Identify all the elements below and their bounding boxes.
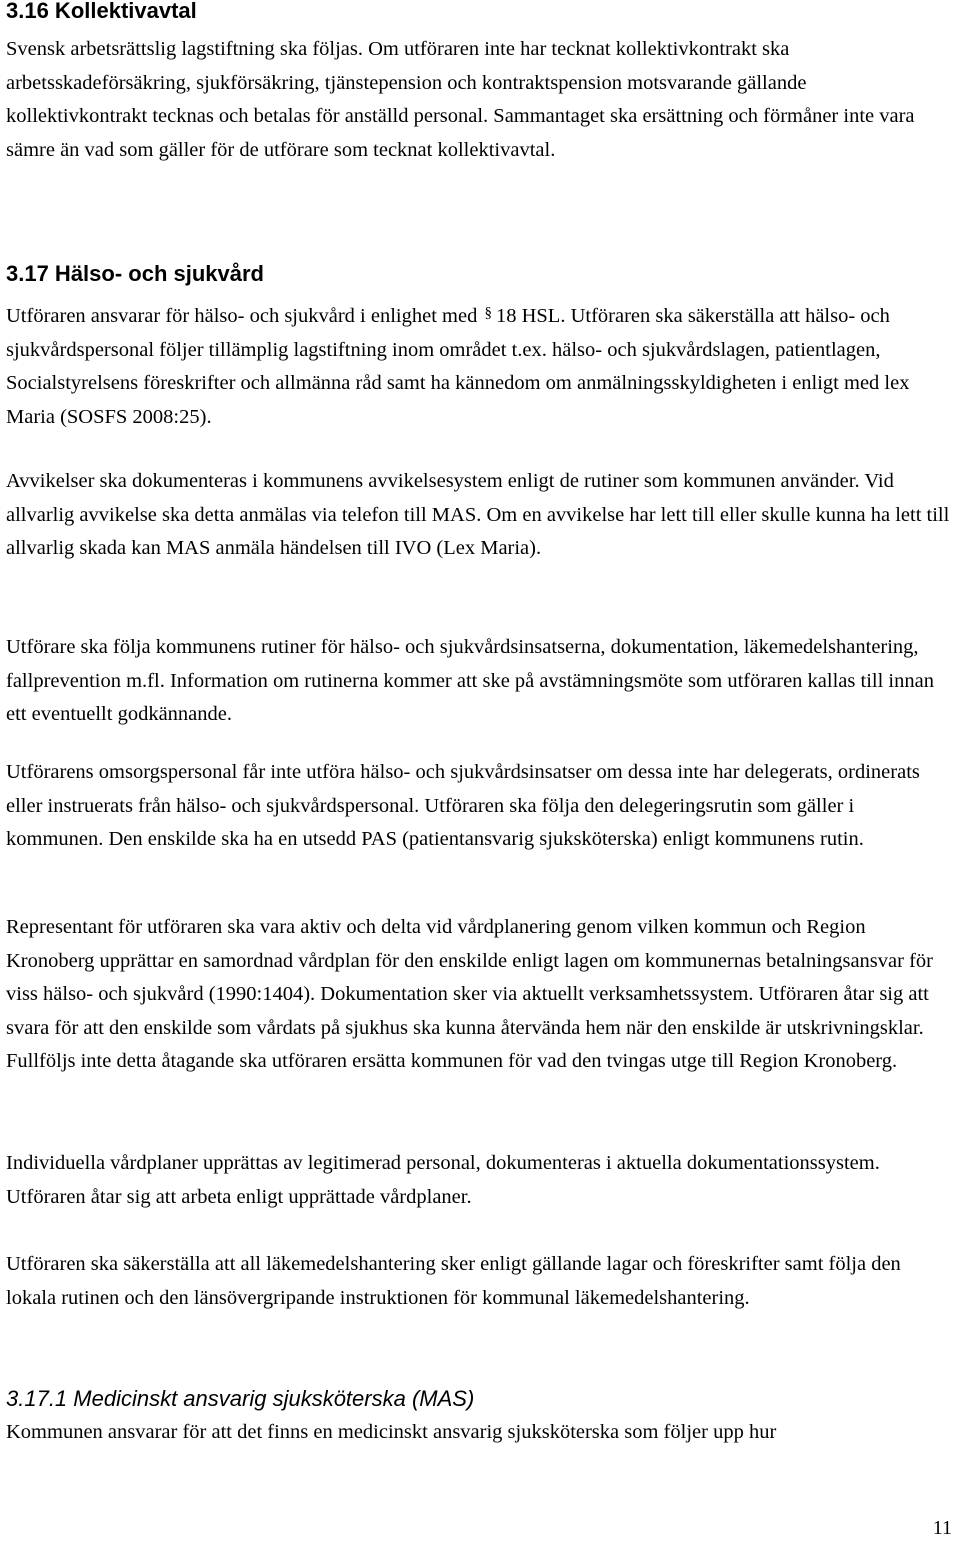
- paragraph-text-rest: 18 HSL. Utföraren ska säkerställa att hälso- och sjukvårdspersonal följer tillämplig lagstiftning inom området t.ex. hälso- och sjukvårdslagen, patientlagen, Socialstyrelsens föreskrifter och allmänna råd samt ha kännedom om anmälningsskyldigheten i enligt med lex Maria (SOSFS 2008:25).: [6, 305, 910, 428]
- paragraph-halso-sjukvard: [6, 297, 952, 434]
- page-number: 11: [932, 1517, 952, 1539]
- paragraph-lakemedelshantering: Utföraren ska säkerställa att all läkemedelshantering sker enligt gällande lagar och föreskrifter samt följa den lokala rutinen och den länsövergripande instruktionen för kommunal läkemedelshantering.: [6, 1253, 901, 1309]
- paragraph-symbol: §: [484, 305, 492, 321]
- section-heading-3-17-1: 3.17.1 Medicinskt ansvarig sjuksköterska (MAS): [6, 1386, 475, 1411]
- paragraph-rutiner: Utförare ska följa kommunens rutiner för hälso- och sjukvårdsinsatserna, dokumentation, läkemedelshantering, fallprevention m.fl. Information om rutinerna kommer att ske på avstämningsmöte som utföraren kallas till innan ett eventuellt godkännande.: [6, 636, 934, 726]
- section-heading-3-16: 3.16 Kollektivavtal: [6, 0, 197, 23]
- paragraph-delegering: Utförarens omsorgspersonal får inte utföra hälso- och sjukvårdsinsatser om dessa inte har delegerats, ordinerats eller instruerats från hälso- och sjukvårdspersonal. Utföraren ska följa den delegeringsrutin som gäller i kommunen. Den enskilde ska ha en utsedd PAS (patientansvarig sjuksköterska) enligt kommunens rutin.: [6, 761, 920, 851]
- paragraph-avvikelser: Avvikelser ska dokumenteras i kommunens avvikelsesystem enligt de rutiner som kommunen använder. Vid allvarlig avvikelse ska detta anmälas via telefon till MAS. Om en avvikelse har lett till eller skulle kunna ha lett till allvarlig skada kan MAS anmäla händelsen till IVO (Lex Maria).: [6, 470, 950, 560]
- paragraph-kollektivavtal: Svensk arbetsrättslig lagstiftning ska följas. Om utföraren inte har tecknat kollektivkontrakt ska arbetsskadeförsäkring, sjukförsäkring, tjänstepension och kontraktspension motsvarande gällande kollektivkontrakt tecknas och betalas för anställd personal. Sammantaget ska ersättning och förmåner inte vara sämre än vad som gäller för de utförare som tecknat kollektivavtal.: [6, 38, 915, 161]
- paragraph-vardplaner: Individuella vårdplaner upprättas av legitimerad personal, dokumenteras i aktuella dokumentationssystem. Utföraren åtar sig att arbeta enligt upprättade vårdplaner.: [6, 1152, 880, 1208]
- paragraph-vardplanering: Representant för utföraren ska vara aktiv och delta vid vårdplanering genom vilken kommun och Region Kronoberg upprättar en samordnad vårdplan för den enskilde enligt lagen om kommunernas betalningsansvar för viss hälso- och sjukvård (1990:1404). Dokumentation sker via aktuellt verksamhetssystem. Utföraren åtar sig att svara för att den enskilde som vårdats på sjukhus ska kunna återvända hem när den enskilde är utskrivningsklar. Fullföljs inte detta åtagande ska utföraren ersätta kommunen för vad den tvingas utge till Region Kronoberg.: [6, 916, 933, 1073]
- section-heading-3-17: 3.17 Hälso- och sjukvård: [6, 261, 264, 286]
- paragraph-mas: Kommunen ansvarar för att det finns en medicinskt ansvarig sjuksköterska som följer upp hur: [6, 1421, 777, 1443]
- paragraph-text-start: Utföraren ansvarar för hälso- och sjukvård i enlighet med: [6, 305, 478, 327]
